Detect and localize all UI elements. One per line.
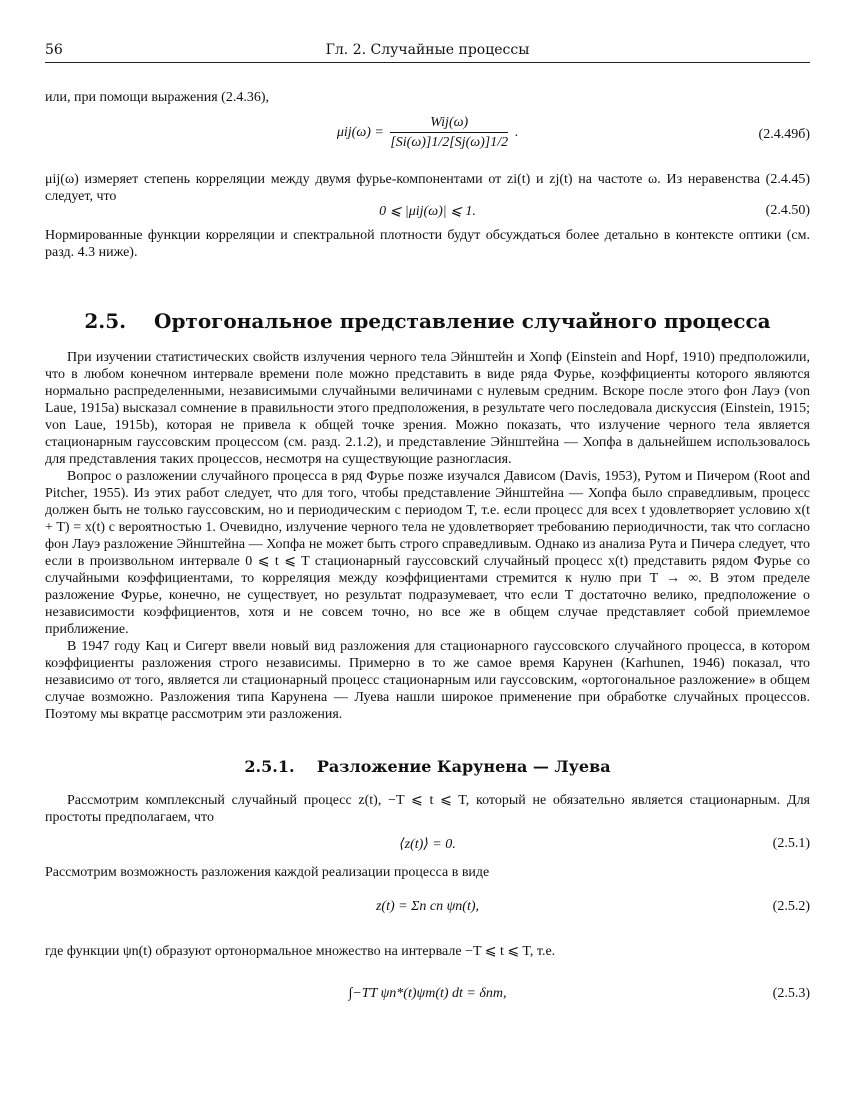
equation-number: (2.5.1) (772, 836, 810, 851)
section-heading (45, 309, 810, 333)
fraction (390, 115, 508, 151)
eq-body: z(t) = Σn cn ψn(t), (375, 899, 480, 914)
equation-number: (2.4.50) (765, 203, 810, 218)
paragraph-kac-siegert: В 1947 году Кац и Сигерт ввели новый вид разложения для стационарного гауссовского случайного процесса, в котором коэффициенты разложения строго независимы. Примерно в то же самое время Карунен (Karhunen, 1946) показал, что независимо от того, является ли стационарный процесс стационарным или гауссовским, «ортогональное разложение» в общем случае возможно. Разложения типа Карунена — Луева нашли широкое применение при обработке случайных процессов. Поэтому мы вкратце рассмотрим эти разложения. (45, 639, 810, 722)
equation-2-4-50 (45, 205, 810, 227)
subsection-number: 2.5.1. (244, 757, 295, 776)
eq-body: 0 ⩽ |μij(ω)| ⩽ 1. (379, 204, 476, 219)
equation-2-5-3 (45, 978, 810, 1018)
paragraph-normalized: Нормированные функции корреляции и спектральной плотности будут обсуждаться более детально в контексте оптики (см. разд. 4.3 ниже). (45, 228, 810, 260)
intro-line: или, при помощи выражения (2.4.36), (45, 90, 269, 105)
page-number: 56 (45, 42, 63, 58)
equation-2-5-1 (45, 834, 810, 864)
section-title: Ортогональное представление случайного процесса (154, 309, 771, 333)
eq-lhs: μij(ω) = (336, 125, 384, 141)
subsection-title: Разложение Карунена — Луева (316, 757, 611, 776)
page (45, 40, 810, 1018)
equation-number: (2.5.3) (772, 986, 810, 1001)
paragraph-orthonormal: где функции ψn(t) образуют ортонормальное множество на интервале −T ⩽ t ⩽ T, т.е. (45, 944, 556, 959)
paragraph-mu: μij(ω) измеряет степень корреляции между двумя фурье-компонентами от zi(t) и zj(t) на частоте ω. Из неравенства (2.4.45) следует, что (45, 172, 810, 204)
eq-tail: . (514, 125, 519, 141)
equation-2-5-2 (45, 895, 810, 943)
equation-2-4-49b (45, 115, 810, 165)
running-title: Гл. 2. Случайные процессы (325, 42, 530, 58)
page-header (45, 40, 810, 63)
eq-body: ∫−TT ψn*(t)ψm(t) dt = δnm, (348, 986, 507, 1001)
paragraph-complex-process: Рассмотрим комплексный случайный процесс z(t), −T ⩽ t ⩽ T, который не обязательно является стационарным. Для простоты предполагаем, что (45, 793, 810, 825)
eq-denominator: [Si(ω)]1/2[Sj(ω)]1/2 (390, 135, 509, 150)
eq-body: ⟨z(t)⟩ = 0. (399, 837, 456, 852)
equation-number: (2.4.49б) (758, 127, 810, 142)
subsection-heading (45, 757, 810, 776)
eq-numerator: Wij(ω) (390, 115, 508, 133)
paragraph-davis: Вопрос о разложении случайного процесса в ряд Фурье позже изучался Дависом (Davis, 1953), Рутом и Пичером (Root and Pitcher, 1955). Из этих работ следует, что для того, чтобы представление Эйнштейна — Хопфа было справедливым, процесс должен быть не только гауссовским, но и периодическим с периодом T, т.е. если процесс для всех t удовлетворяет условию x(t + T) = x(t) с вероятностью 1. Очевидно, излучение черного тела не удовлетворяет требованию периодичности, так что согласно фон Лауэ разложение Эйнштейна — Хопфа не может быть строго справедливым. Однако из анализа Рута и Пичера следует, что если в произвольном интервале 0 ⩽ t ⩽ T стационарный гауссовский случайный процесс x(t) представить рядом Фурье со случайными коэффициентами, то корреляция между коэффициентами стремится к нулю при T → ∞. В этом пределе разложение Фурье, конечно, не существует, но результат подразумевает, что если T достаточно велико, предположение о независимости коэффициентов, хотя и не совсем точно, но все же в общем случае представляет собой приемлемое приближение. (45, 469, 810, 637)
paragraph-einstein-hopf: При изучении статистических свойств излучения черного тела Эйнштейн и Хопф (Einstein and Hopf, 1910) предположили, что в любом конечном интервале времени поле можно представить в виде ряда Фурье, коэффициенты которого являются нормально распределенными, независимыми случайными величинами с нулевым средним. Вскоре после этого фон Лауэ (von Laue, 1915a) высказал сомнение в правильности этого предположения, в результате чего последовала дискуссия (Einstein, 1915; von Laue, 1915b), которая не привела к общей точке зрения. Можно показать, что излучение черного тела является стационарным гауссовским процессом (см. разд. 2.1.2), и представление Эйнштейна — Хопфа в дальнейшем использовалось для представления таких процессов, несмотря на существующие разногласия. (45, 350, 810, 467)
equation-number: (2.5.2) (772, 899, 810, 914)
paragraph-expansion: Рассмотрим возможность разложения каждой реализации процесса в виде (45, 865, 490, 880)
section-number: 2.5. (84, 309, 127, 333)
